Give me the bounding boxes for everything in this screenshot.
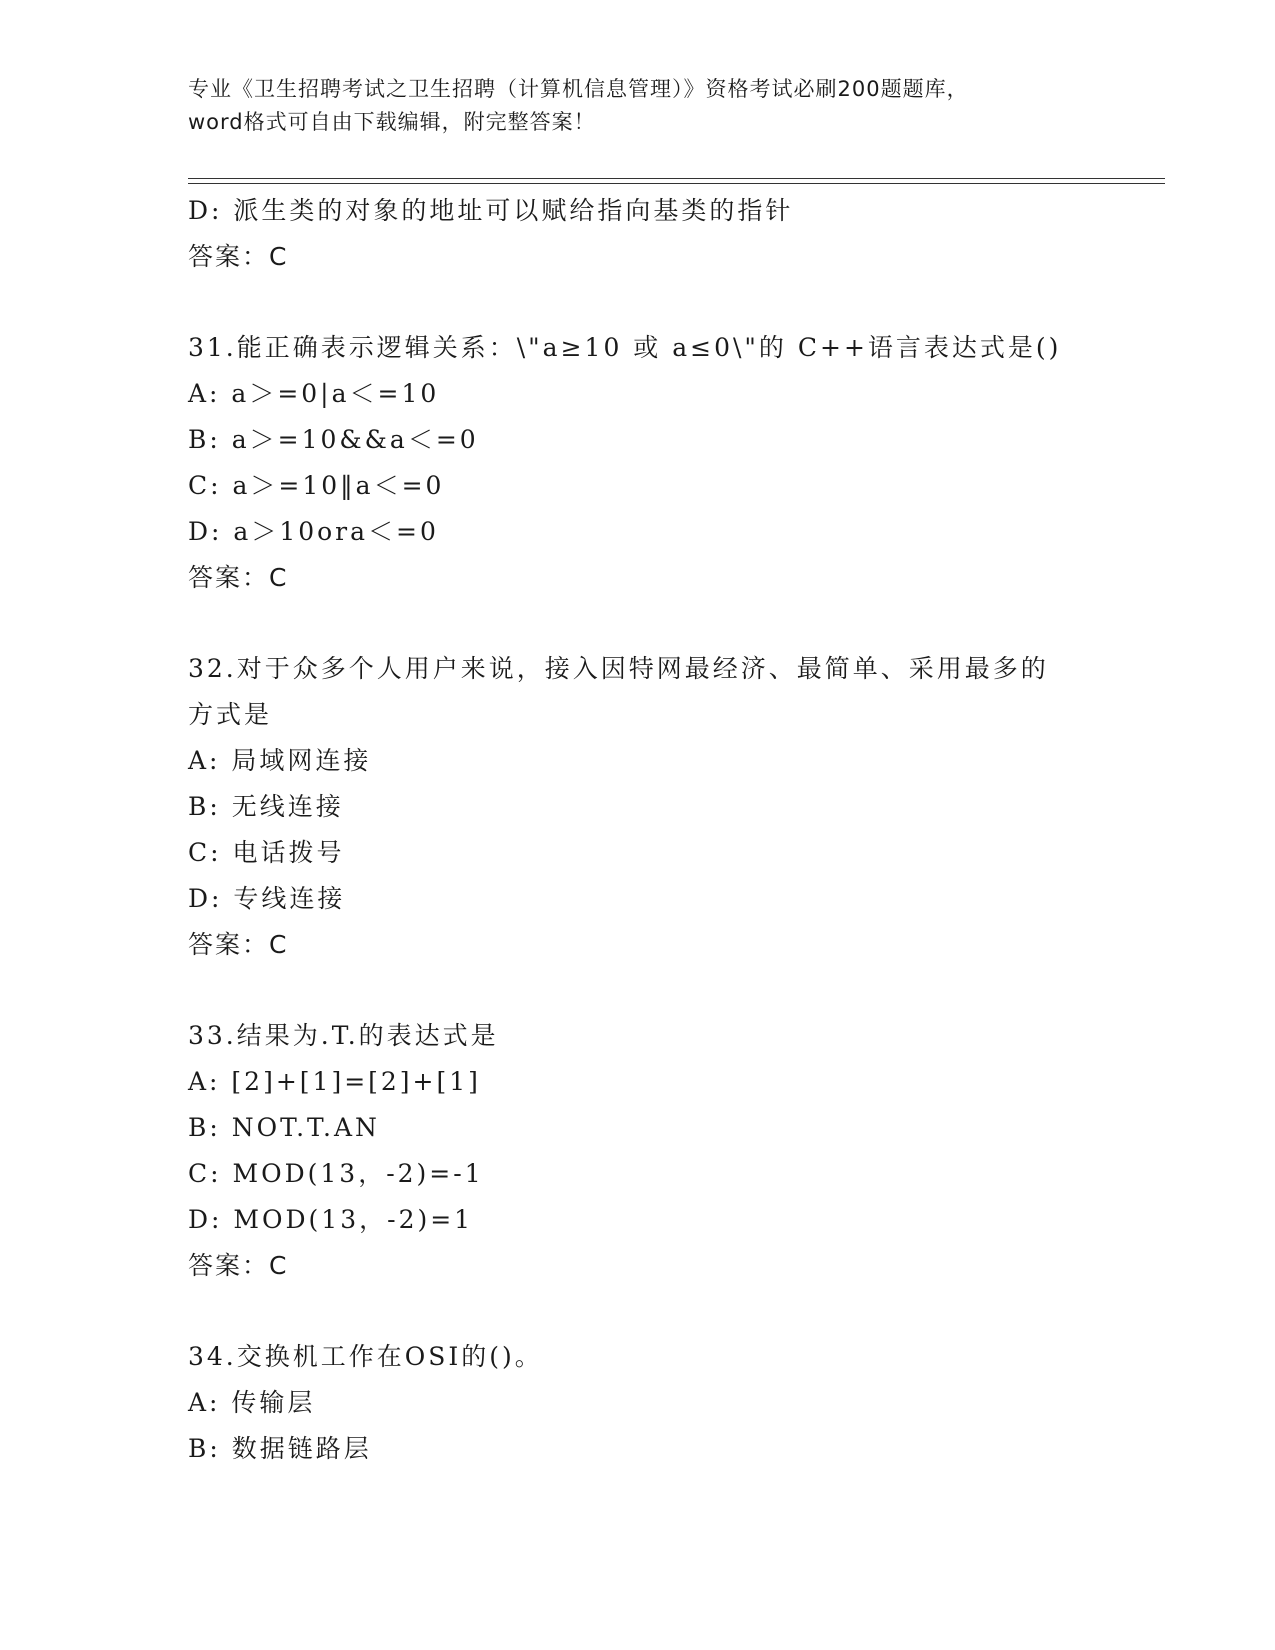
header-divider-bottom (188, 183, 1165, 184)
question-34 (188, 1334, 1148, 1472)
option-d: D: 派生类的对象的地址可以赋给指向基类的指针 (188, 196, 794, 225)
document-header (188, 73, 1088, 139)
question-stem: 31.能正确表示逻辑关系：\"a≥10 或 a≤0\"的 C++语言表达式是() (188, 333, 1062, 362)
option-a: A: 传输层 (188, 1388, 316, 1417)
question-stem: 34.交换机工作在OSI的()。 (188, 1342, 543, 1371)
answer-line: 答案：C (188, 563, 289, 592)
option-d: D: a＞10ora＜=0 (188, 517, 439, 546)
header-line-1: 专业《卫生招聘考试之卫生招聘（计算机信息管理）》资格考试必刷200题题库， (188, 77, 969, 101)
question-stem: 32.对于众多个人用户来说，接入因特网最经济、最简单、采用最多的 (188, 654, 1049, 683)
question-33 (188, 1013, 1148, 1289)
option-a: A: [2]+[1]=[2]+[1] (188, 1067, 481, 1096)
option-b: B: a＞=10&&a＜=0 (188, 425, 479, 454)
question-list (188, 188, 1148, 1472)
answer-line: 答案：C (188, 1251, 289, 1280)
option-d: D: 专线连接 (188, 884, 346, 913)
header-line-2: word格式可自由下载编辑，附完整答案！ (188, 110, 596, 134)
option-b: B: 数据链路层 (188, 1434, 372, 1463)
option-c: C: 电话拨号 (188, 838, 345, 867)
answer-line: 答案：C (188, 242, 289, 271)
option-d: D: MOD(13，-2)=1 (188, 1205, 474, 1234)
option-a: A: 局域网连接 (188, 746, 372, 775)
answer-line: 答案：C (188, 930, 289, 959)
question-stem: 33.结果为.T.的表达式是 (188, 1021, 499, 1050)
option-b: B: 无线连接 (188, 792, 344, 821)
option-b: B: NOT.T.AN (188, 1113, 380, 1142)
question-32 (188, 646, 1148, 968)
option-a: A: a＞=0|a＜=10 (188, 379, 440, 408)
option-c: C: MOD(13，-2)=-1 (188, 1159, 484, 1188)
question-stem-continued: 方式是 (188, 700, 273, 729)
option-c: C: a＞=10‖a＜=0 (188, 471, 445, 500)
question-31 (188, 325, 1148, 601)
header-divider-top (188, 178, 1165, 179)
